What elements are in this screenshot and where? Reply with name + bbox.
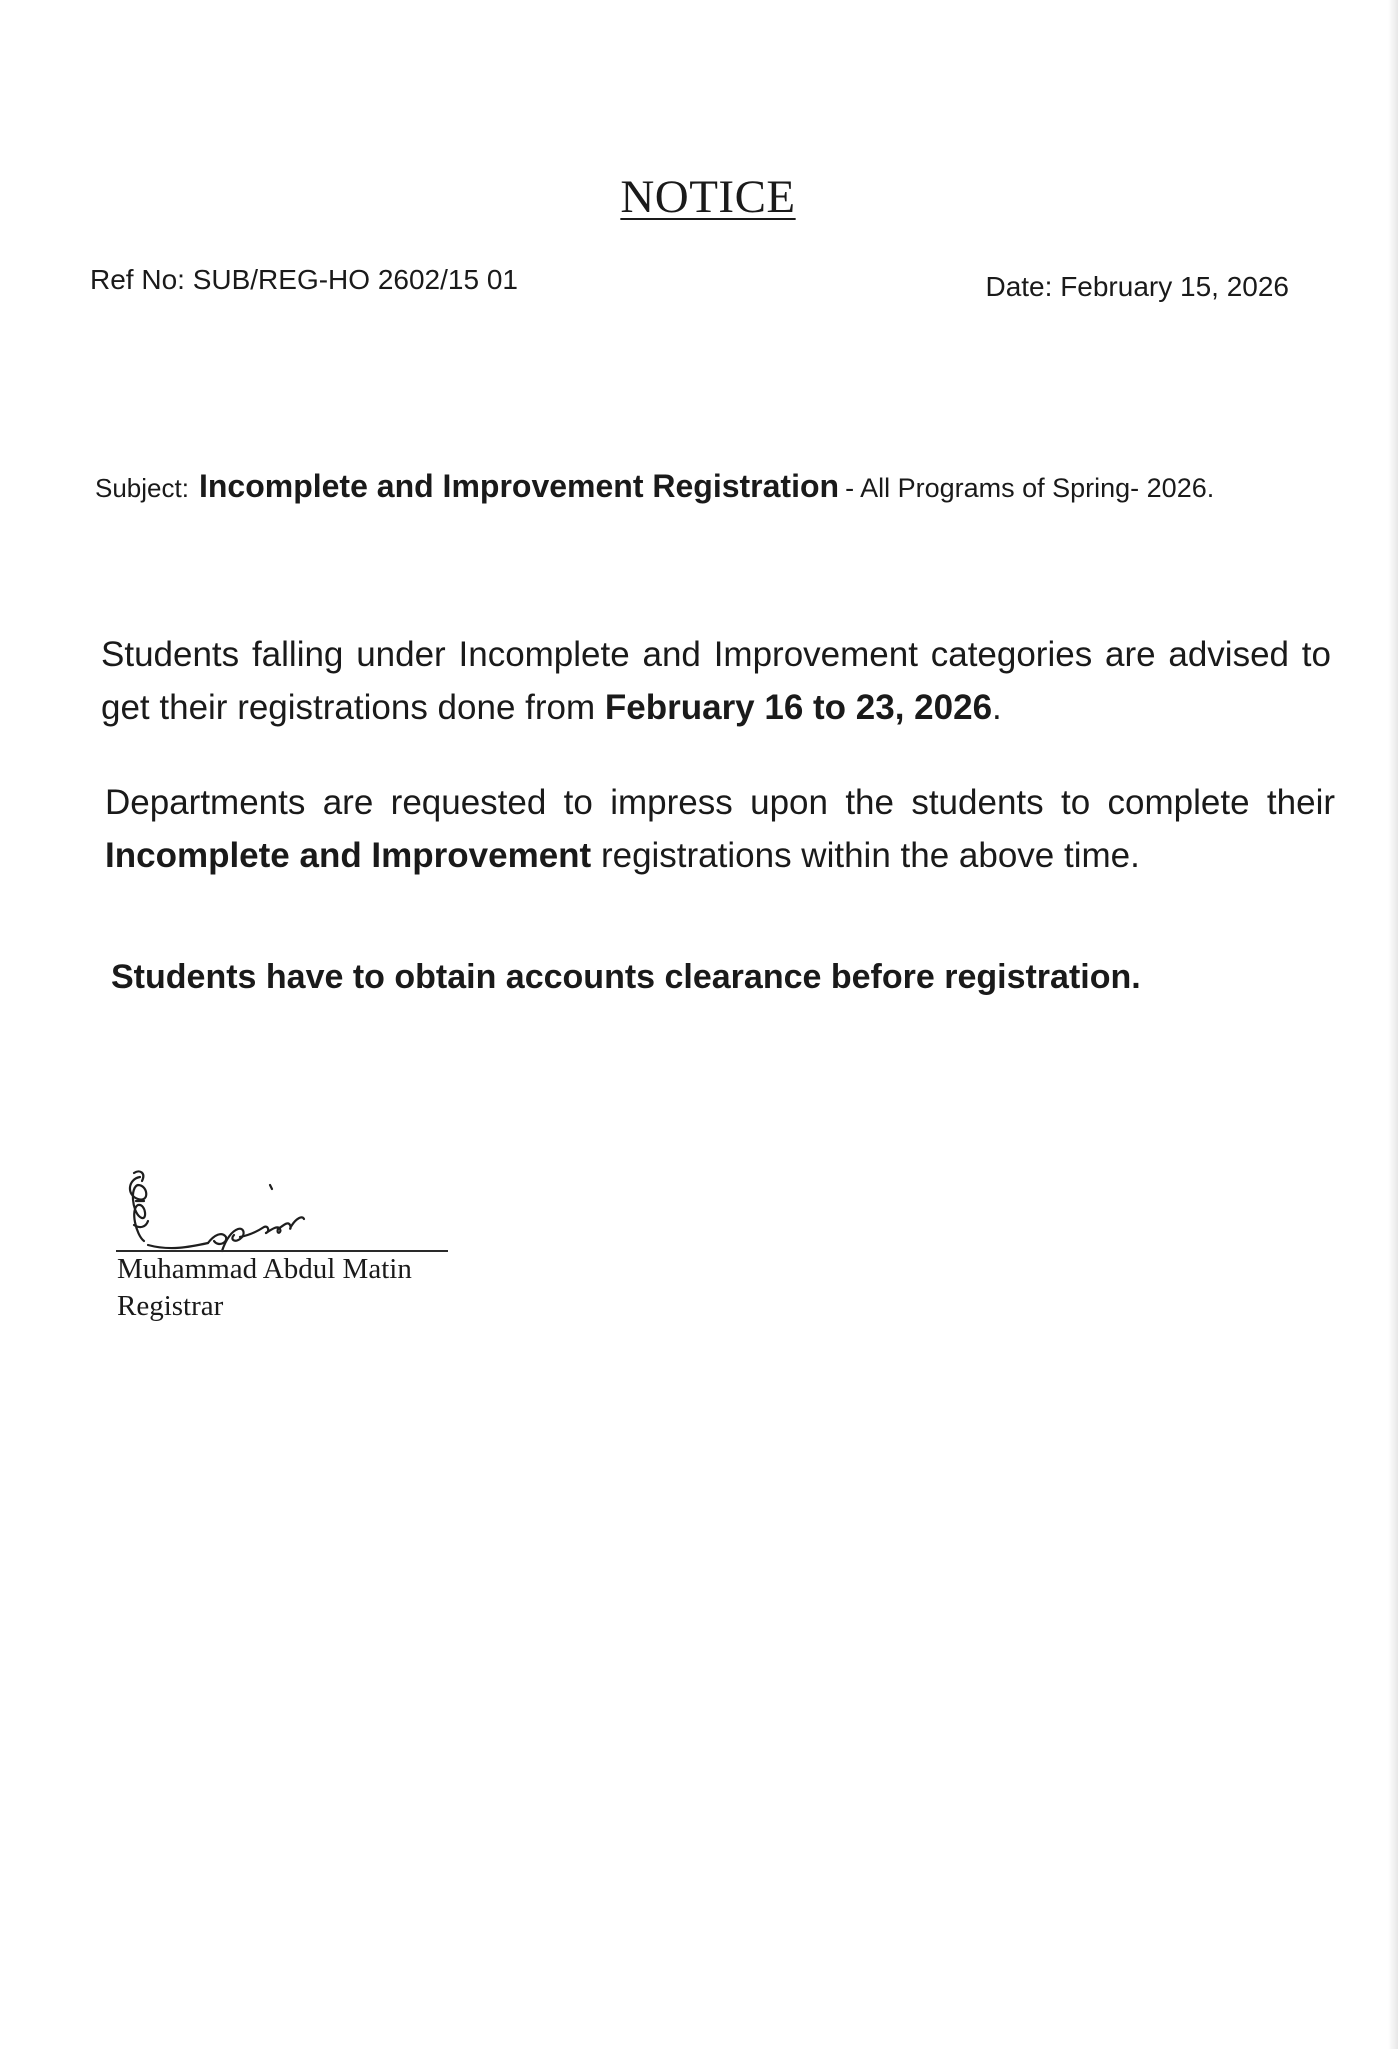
paragraph-registration-dates <box>101 628 1331 734</box>
paragraph2-end: registrations within the above time. <box>591 836 1140 875</box>
paragraph1-end: . <box>992 688 1002 727</box>
subject-label: Subject: <box>95 473 189 503</box>
signature-line <box>116 1250 448 1252</box>
subject-tail: - All Programs of Spring- 2026. <box>845 473 1215 503</box>
signatory-title: Registrar <box>117 1290 224 1322</box>
paragraph2-bold: Incomplete and Improvement <box>105 836 592 875</box>
notice-title: NOTICE <box>620 171 796 223</box>
paragraph2-text: Departments are requested to impress upon the students to complete their <box>105 783 1335 822</box>
paragraph-departments <box>105 776 1335 882</box>
scan-edge-shading <box>1388 0 1398 2049</box>
notice-date: Date: February 15, 2026 <box>985 271 1289 302</box>
signatory-name: Muhammad Abdul Matin <box>117 1253 412 1285</box>
accounts-clearance-note: Students have to obtain accounts clearance before registration. <box>111 958 1141 996</box>
subject-main: Incomplete and Improvement Registration <box>198 468 840 504</box>
paragraph1-text: Students falling under Incomplete and Improvement categories are advised to get their registrations done from <box>101 635 1331 727</box>
reference-number: Ref No: SUB/REG-HO 2602/15 01 <box>90 264 518 295</box>
signature-image <box>110 1155 360 1255</box>
registration-dates: February 16 to 23, 2026 <box>604 688 993 727</box>
subject-line <box>95 468 1214 505</box>
